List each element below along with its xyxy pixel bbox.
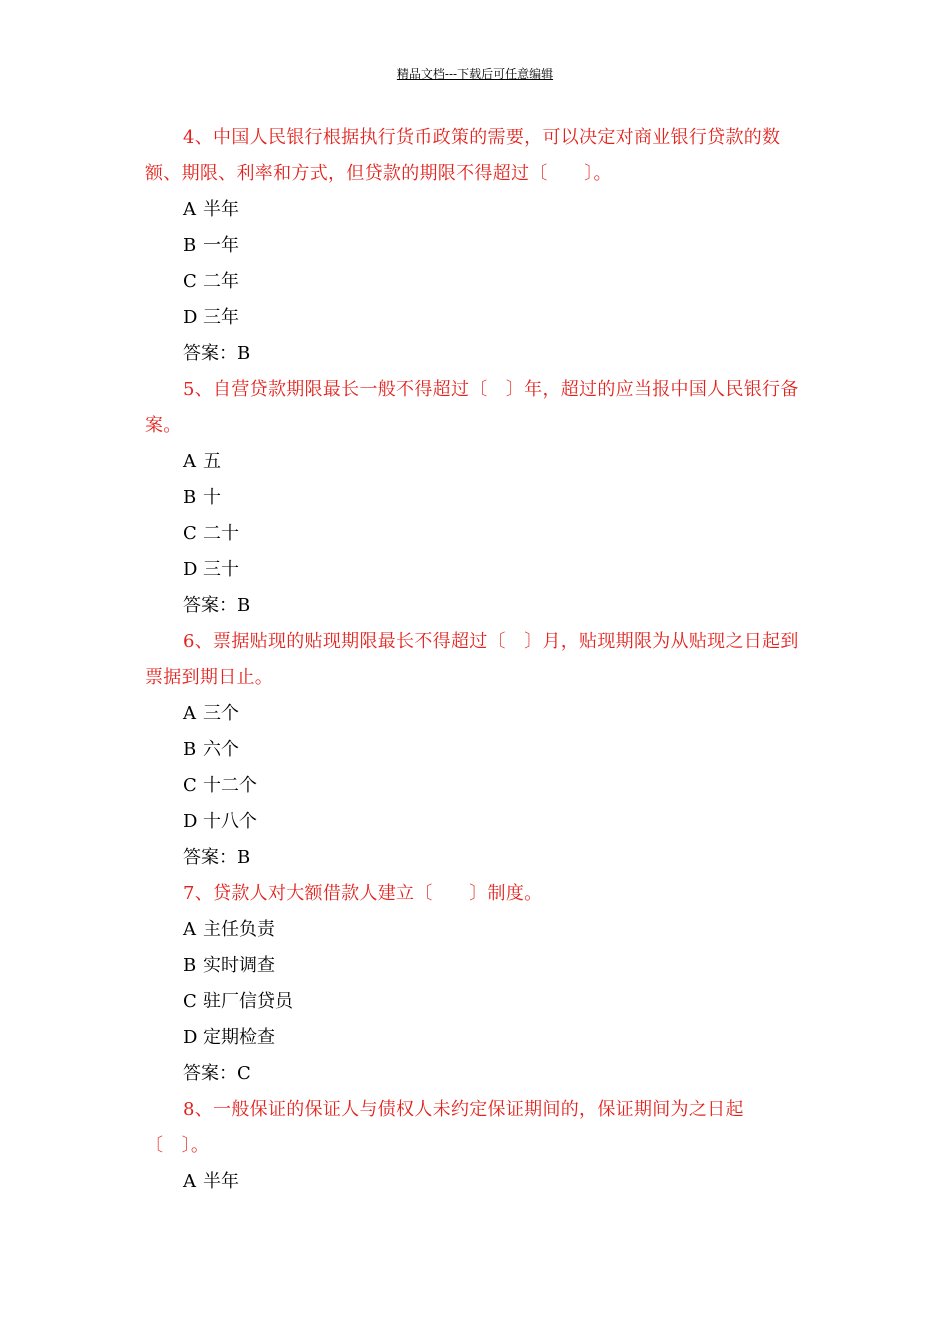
question-text: 5、自营贷款期限最长一般不得超过〔 〕年，超过的应当报中国人民银行备案。: [145, 379, 799, 436]
answer-text: 答案：B: [183, 343, 251, 364]
option-letter: D: [183, 811, 198, 832]
option-letter: C: [183, 775, 197, 796]
option-text: 二年: [203, 271, 239, 292]
option-text: 半年: [203, 199, 239, 220]
option-text: 三个: [203, 703, 239, 724]
option-text: 二十: [203, 523, 239, 544]
option-a: [145, 192, 807, 228]
option-text: 主任负责: [203, 919, 275, 940]
option-letter: D: [183, 559, 198, 580]
question-block: [145, 876, 807, 1092]
option-letter: B: [183, 235, 197, 256]
option-letter: A: [183, 919, 196, 940]
option-a: [145, 444, 807, 480]
option-d: [145, 300, 807, 336]
option-a: [145, 912, 807, 948]
option-letter: A: [183, 703, 196, 724]
option-text: 实时调查: [203, 955, 275, 976]
question-block: [145, 120, 807, 372]
option-letter: B: [183, 739, 197, 760]
question-block: [145, 1092, 807, 1200]
option-a: [145, 696, 807, 732]
answer-text: 答案：C: [183, 1063, 251, 1084]
option-text: 半年: [203, 1171, 239, 1192]
option-text: 三十: [203, 559, 239, 580]
option-text: 一年: [203, 235, 239, 256]
option-text: 三年: [203, 307, 239, 328]
option-b: [145, 228, 807, 264]
option-d: [145, 1020, 807, 1056]
option-c: [145, 984, 807, 1020]
option-letter: C: [183, 991, 197, 1012]
header-text: 精品文档---下载后可任意编辑: [396, 67, 554, 81]
option-d: [145, 552, 807, 588]
option-text: 定期检查: [203, 1027, 275, 1048]
question-text: 4、中国人民银行根据执行货币政策的需要，可以决定对商业银行贷款的数额、期限、利率和方式，但贷款的期限不得超过〔 〕。: [145, 127, 781, 184]
option-text: 十二个: [203, 775, 257, 796]
document-body: [145, 120, 807, 1200]
question-block: [145, 624, 807, 876]
option-text: 十: [203, 487, 221, 508]
question-text: 7、贷款人对大额借款人建立〔 〕制度。: [183, 883, 543, 904]
option-letter: B: [183, 487, 197, 508]
answer-text: 答案：B: [183, 595, 251, 616]
option-letter: C: [183, 523, 197, 544]
option-letter: A: [183, 451, 196, 472]
option-c: [145, 516, 807, 552]
option-text: 五: [203, 451, 221, 472]
option-c: [145, 768, 807, 804]
option-letter: A: [183, 199, 196, 220]
option-b: [145, 948, 807, 984]
option-letter: C: [183, 271, 197, 292]
option-letter: A: [183, 1171, 196, 1192]
option-c: [145, 264, 807, 300]
question-text: 6、票据贴现的贴现期限最长不得超过〔 〕月，贴现期限为从贴现之日起到票据到期日止。: [145, 631, 799, 688]
option-letter: B: [183, 955, 197, 976]
option-a: [145, 1164, 807, 1200]
option-d: [145, 804, 807, 840]
page-header: [0, 66, 950, 82]
option-letter: D: [183, 307, 198, 328]
option-text: 十八个: [203, 811, 257, 832]
question-text: 8、一般保证的保证人与债权人未约定保证期间的，保证期间为之日起〔 〕。: [145, 1099, 744, 1156]
answer-text: 答案：B: [183, 847, 251, 868]
question-block: [145, 372, 807, 624]
option-b: [145, 732, 807, 768]
option-letter: D: [183, 1027, 198, 1048]
option-text: 六个: [203, 739, 239, 760]
option-text: 驻厂信贷员: [203, 991, 293, 1012]
option-b: [145, 480, 807, 516]
